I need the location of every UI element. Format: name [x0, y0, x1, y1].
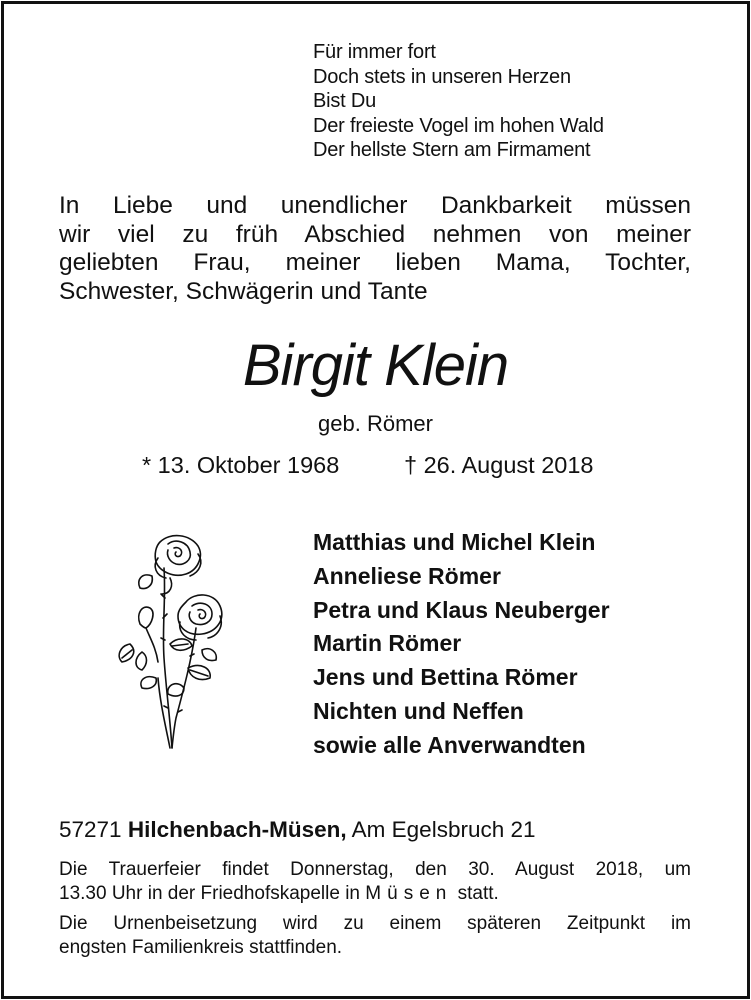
family-member: Nichten und Neffen: [313, 697, 524, 724]
family-list: [313, 526, 610, 763]
urn-line: engsten Familienkreis stattfinden.: [59, 937, 343, 958]
rose-icon: [112, 528, 228, 750]
death-date: † 26. August 2018: [404, 452, 594, 478]
poem: [313, 40, 604, 163]
poem-line: Bist Du: [313, 90, 377, 113]
family-member: Matthias und Michel Klein: [313, 529, 596, 555]
intro-line: wir viel zu früh Abschied nehmen von meiner: [59, 220, 691, 248]
intro-line: geliebten Frau, meiner lieben Mama, Tochter,: [59, 249, 691, 276]
family-member: Martin Römer: [313, 630, 462, 657]
poem-line: Der hellste Stern am Firmament: [313, 139, 591, 162]
funeral-place: Müsen: [365, 883, 453, 904]
urn-info: [59, 912, 691, 960]
family-member: sowie alle Anverwandten: [313, 731, 586, 758]
address-postcode: 57271: [59, 817, 122, 842]
family-member: Jens und Bettina Römer: [313, 664, 578, 691]
poem-line: Doch stets in unseren Herzen: [313, 65, 571, 88]
intro-line: In Liebe und unendlicher Dankbarkeit müssen: [59, 192, 691, 219]
funeral-line: [59, 882, 691, 906]
family-member: Anneliese Römer: [313, 562, 501, 589]
address: [59, 816, 536, 844]
deceased-name: Birgit Klein: [242, 333, 509, 398]
address-street: Am Egelsbruch 21: [351, 817, 536, 842]
funeral-text: statt.: [457, 883, 499, 904]
address-town: Hilchenbach-Müsen,: [127, 817, 347, 842]
funeral-text: 13.30 Uhr in der Friedhofskapelle in: [59, 883, 361, 904]
family-member: Petra und Klaus Neuberger: [313, 596, 610, 623]
intro-text: [59, 192, 691, 306]
funeral-info: [59, 858, 691, 906]
maiden-name: geb. Römer: [318, 411, 433, 436]
intro-line: Schwester, Schwägerin und Tante: [59, 277, 428, 305]
funeral-line: Die Trauerfeier findet Donnerstag, den 30. August 2018, um: [59, 859, 691, 880]
poem-line: Für immer fort: [313, 41, 436, 63]
urn-line: Die Urnenbeisetzung wird zu einem späteren Zeitpunkt im: [59, 913, 691, 934]
poem-line: Der freieste Vogel im hohen Wald: [313, 114, 604, 137]
birth-date: * 13. Oktober 1968: [142, 452, 340, 478]
